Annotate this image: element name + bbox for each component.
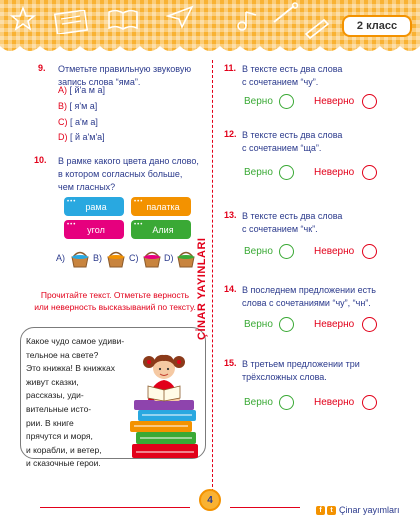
reading-line: тельное на свете? — [26, 349, 99, 360]
header-wave — [0, 40, 420, 54]
q9-option-b[interactable]: B) [ я'м а] — [58, 101, 98, 111]
q12-false-radio[interactable] — [362, 165, 377, 180]
question-13-text — [242, 210, 342, 236]
question-13-number: 13. — [224, 210, 237, 220]
q9-option-c[interactable]: C) [ а'м а] — [58, 117, 98, 127]
question-15-line: трёхсложных слова. — [242, 372, 327, 382]
question-9-line: запись слова “яма”. — [58, 77, 141, 87]
reading-line: Это книжка! В книжках — [26, 363, 115, 374]
header-band — [0, 0, 420, 54]
reading-instruction — [20, 289, 210, 313]
sticky-note-icon — [52, 10, 92, 34]
q12-false-label: Неверно — [314, 167, 355, 178]
orange-basket-icon[interactable] — [106, 250, 126, 268]
question-13-line: В тексте есть два слова — [242, 211, 343, 221]
column-divider — [212, 60, 213, 502]
brush-icon — [270, 2, 300, 26]
instruction-line: или неверность высказываний по тексту. — [34, 302, 196, 312]
reading-line: Какое чудо самое удиви- — [26, 336, 125, 346]
grade-badge: 2 класс — [342, 15, 412, 37]
q10-option-a-label[interactable]: A) — [56, 253, 65, 263]
q13-true-label: Верно — [244, 246, 273, 257]
q10-option-c-label[interactable]: C) — [129, 253, 139, 263]
brand-vertical: ÇİNAR YAYINLARI — [196, 237, 208, 340]
q12-true-radio[interactable] — [279, 165, 294, 180]
question-15-line: В третьем предложении три — [242, 359, 360, 369]
q14-true-radio[interactable] — [279, 317, 294, 332]
reading-line: рии. В книге — [26, 417, 74, 428]
question-9-line: Отметьте правильную звуковую — [58, 64, 192, 74]
q11-true-label: Верно — [244, 96, 273, 107]
footer-line-right — [230, 507, 300, 508]
question-14-line: В последнем предложении есть — [242, 285, 376, 295]
reading-line: прячутся и моря, — [26, 431, 93, 442]
q11-false-label: Неверно — [314, 96, 355, 107]
question-11-line: В тексте есть два слова — [242, 64, 343, 74]
footer-line-left — [40, 507, 190, 508]
blue-basket-icon[interactable] — [70, 250, 90, 268]
paper-plane-icon — [166, 4, 194, 30]
footer-brand: Çinar yayımları — [339, 505, 400, 515]
q9-option-d[interactable]: D) [ й а'м'а] — [58, 132, 105, 142]
reading-line: и сказочные герои. — [26, 458, 101, 469]
question-14-number: 14. — [224, 284, 237, 294]
q10-option-d-label[interactable]: D) — [164, 253, 174, 263]
star-icon — [10, 6, 36, 32]
reading-line: рассказы, уди- — [26, 390, 84, 401]
question-11-text — [242, 63, 342, 89]
question-12-text — [242, 129, 342, 155]
reading-line: вительные исто- — [26, 403, 92, 414]
question-15-number: 15. — [224, 358, 237, 368]
q11-false-radio[interactable] — [362, 94, 377, 109]
q13-false-radio[interactable] — [362, 244, 377, 259]
q13-true-radio[interactable] — [279, 244, 294, 259]
question-10-line: В рамке какого цвета дано слово, — [58, 156, 199, 166]
girl-reading-books-illustration — [118, 346, 210, 466]
q9-option-a[interactable]: A) [ й'а м а] — [58, 85, 105, 95]
q15-false-radio[interactable] — [362, 395, 377, 410]
q14-false-radio[interactable] — [362, 317, 377, 332]
page-number: 4 — [199, 489, 221, 511]
question-13-line: с сочетанием “чк”. — [242, 224, 318, 234]
question-15-text — [242, 358, 360, 384]
question-10-line: чем гласных? — [58, 182, 116, 192]
question-9-number: 9. — [38, 63, 46, 73]
word-box-pink: ••• угол — [64, 220, 124, 239]
green-basket-icon[interactable] — [176, 250, 196, 268]
instruction-line: Прочитайте текст. Отметьте верность — [40, 290, 190, 300]
reading-line: и корабли, и ветер, — [26, 444, 102, 455]
q12-true-label: Верно — [244, 167, 273, 178]
question-10-line: в котором согласных больше, — [58, 169, 183, 179]
q11-true-radio[interactable] — [279, 94, 294, 109]
question-14-line: слова с сочетаниями “чу”, “чн”. — [242, 298, 371, 308]
word-box-blue: ••• рама — [64, 197, 124, 216]
q15-false-label: Неверно — [314, 397, 355, 408]
q15-true-radio[interactable] — [279, 395, 294, 410]
q13-false-label: Неверно — [314, 246, 355, 257]
q14-true-label: Верно — [244, 319, 273, 330]
q14-false-label: Неверно — [314, 319, 355, 330]
question-11-line: с сочетанием “чу”. — [242, 77, 319, 87]
question-12-line: В тексте есть два слова — [242, 130, 343, 140]
question-12-line: с сочетанием “ща”. — [242, 143, 322, 153]
pink-basket-icon[interactable] — [142, 250, 162, 268]
question-11-number: 11. — [224, 63, 237, 73]
facebook-icon[interactable]: f — [316, 506, 325, 515]
q10-option-b-label[interactable]: B) — [93, 253, 102, 263]
music-note-icon — [234, 8, 264, 32]
reading-line: живут сказки, — [26, 376, 79, 387]
question-10-number: 10. — [34, 155, 47, 165]
question-12-number: 12. — [224, 129, 237, 139]
q15-true-label: Верно — [244, 397, 273, 408]
crayon-icon — [302, 16, 332, 40]
question-10-text — [58, 155, 199, 194]
word-box-green: ••• Алия — [131, 220, 191, 239]
word-box-orange: ••• палатка — [131, 197, 191, 216]
open-book-icon — [106, 6, 140, 32]
question-14-text — [242, 284, 376, 310]
twitter-icon[interactable]: t — [327, 506, 336, 515]
